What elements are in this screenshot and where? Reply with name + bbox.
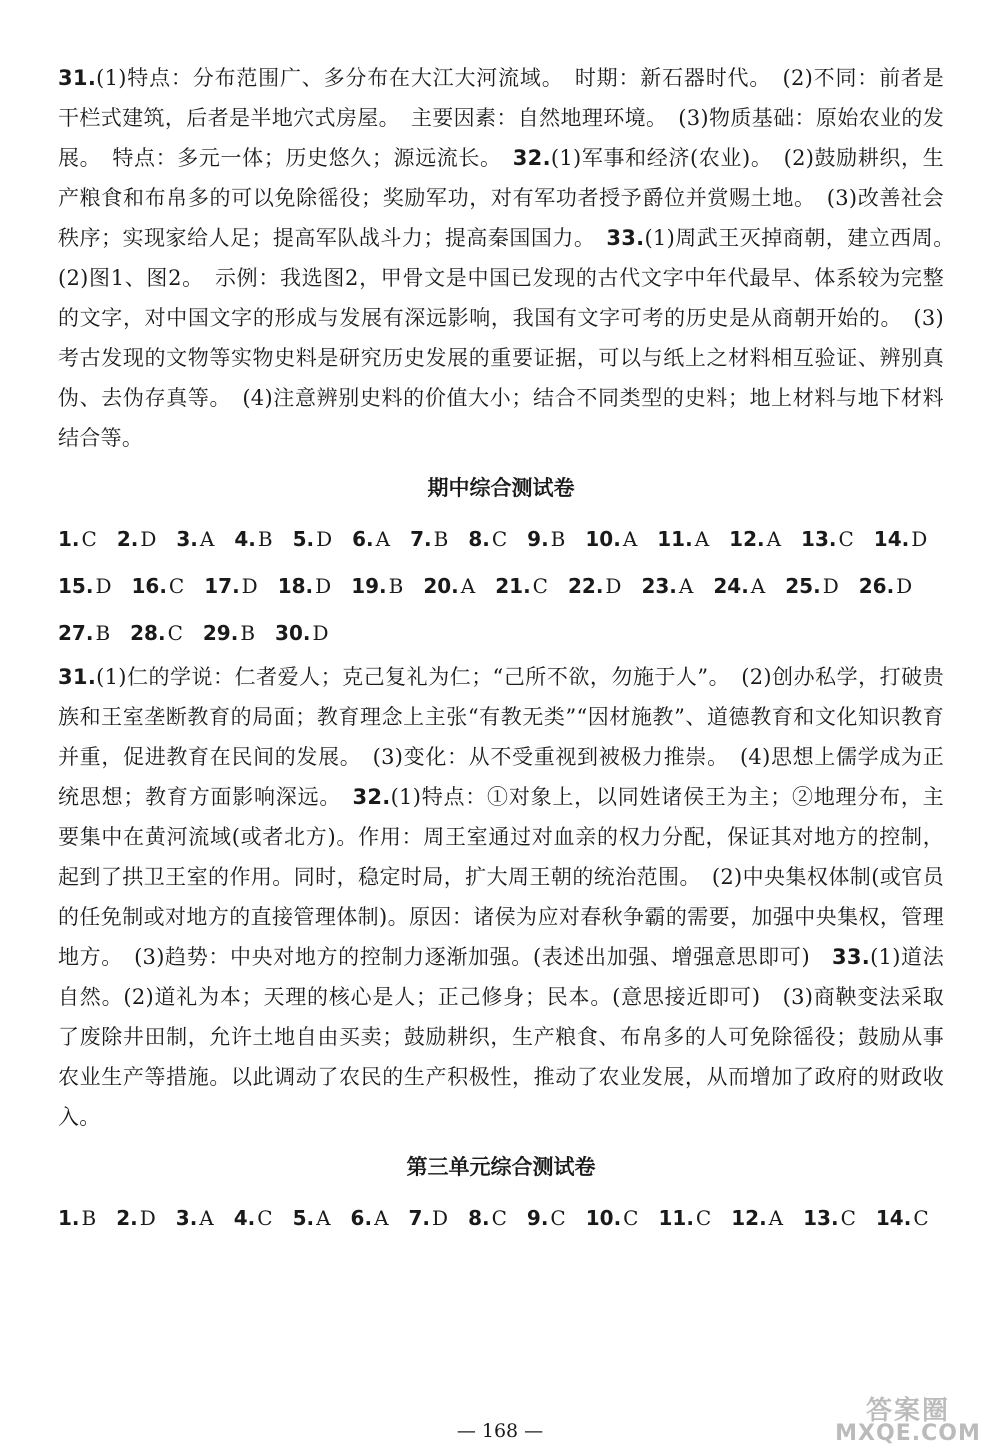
choice-answer — [351, 1195, 389, 1242]
choice-answer-list — [58, 516, 944, 657]
watermark-logo — [824, 1390, 992, 1448]
section-heading: 第三单元综合测试卷 — [406, 1155, 596, 1179]
choice-answer — [731, 1195, 783, 1242]
choice-letter: C — [695, 1206, 712, 1230]
choice-letter: D — [896, 574, 913, 598]
choice-number: 24. — [713, 574, 749, 598]
choice-answer — [410, 516, 448, 563]
choice-number: 14. — [875, 1206, 912, 1230]
choice-answer — [641, 563, 693, 610]
choice-number: 4. — [234, 527, 256, 551]
choice-number: 16. — [131, 574, 167, 598]
choice-number: 9. — [526, 1206, 549, 1230]
choice-number: 10. — [585, 1206, 622, 1230]
choice-number: 6. — [350, 1206, 373, 1230]
choice-letter: D — [312, 621, 329, 645]
choice-answer — [116, 1195, 156, 1242]
choice-number: 11. — [658, 1206, 694, 1230]
choice-number: 14. — [873, 527, 910, 551]
choice-number: 1. — [58, 1206, 80, 1230]
choice-letter: A — [678, 574, 694, 598]
choice-letter: C — [532, 574, 548, 598]
choice-number: 17. — [204, 574, 240, 598]
choice-number: 19. — [351, 574, 387, 598]
choice-number: 7. — [408, 1206, 431, 1230]
choice-letter: D — [432, 1206, 449, 1230]
choice-number: 30. — [275, 621, 311, 645]
choice-letter: C — [491, 1206, 507, 1230]
choice-answer — [351, 563, 403, 610]
choice-number: 3. — [176, 527, 198, 551]
choice-number: 8. — [468, 1206, 490, 1230]
choice-answer — [423, 563, 475, 610]
choice-number: 22. — [567, 574, 604, 598]
choice-answer — [803, 1195, 856, 1242]
choice-letter: C — [840, 1206, 856, 1230]
choice-number: 12. — [731, 1206, 767, 1230]
answer-text: (1)特点：分布范围广、多分布在大江大河流域。 时期：新石器时代。 (2)不同：前者是干栏式建筑，后者是半地穴式房屋。 主要因素：自然地理环境。 (3)物质基础：原始农业的发展。 特点：多元一体；历史悠久；源远流长。 — [58, 66, 944, 170]
choice-answer — [586, 1195, 639, 1242]
choice-number: 9. — [527, 527, 549, 551]
choice-letter: B — [240, 621, 256, 645]
choice-answer — [785, 563, 838, 610]
choice-number: 13. — [801, 527, 837, 551]
section-heading: 期中综合测试卷 — [427, 476, 575, 500]
choice-number: 4. — [233, 1206, 256, 1230]
watermark-bottom-text: MXQE.COM — [835, 1421, 981, 1446]
choice-answer — [204, 563, 257, 610]
choice-answer — [176, 516, 214, 563]
choice-answer — [278, 563, 331, 610]
choice-letter: C — [838, 527, 854, 551]
question-number: 32. — [352, 785, 391, 809]
choice-number: 6. — [352, 527, 374, 551]
choice-answer — [58, 1195, 96, 1242]
answer-text: (1)仁的学说：仁者爱人；克己复礼为仁；“己所不欲，勿施于人”。 (2)创办私学，打破贵族和王室垄断教育的局面；教育理念上主张“有教无类”“因材施教”、道德教育和文化知识教育并重，促进教育在民间的发展。 (3)变化：从不受重视到被极力推崇。 (4)思想上儒学成为正统思想；教育方面影响深远。 — [58, 665, 944, 809]
choice-answer — [657, 516, 709, 563]
question-number: 33. — [606, 226, 645, 250]
choice-answer — [409, 1195, 449, 1242]
choice-number: 27. — [58, 621, 94, 645]
choice-number: 26. — [858, 574, 895, 598]
choice-letter: D — [95, 574, 112, 598]
choice-letter: C — [81, 527, 97, 551]
choice-letter: A — [622, 527, 638, 551]
choice-answer — [495, 563, 548, 610]
choice-letter: A — [199, 1206, 214, 1230]
choice-answer-list — [58, 1195, 944, 1242]
choice-answer — [203, 610, 255, 657]
choice-answer — [176, 1195, 214, 1242]
choice-letter: A — [750, 574, 766, 598]
choice-answer — [130, 610, 183, 657]
question-number: 31. — [58, 665, 97, 689]
choice-letter: C — [913, 1206, 929, 1230]
choice-letter: A — [375, 527, 391, 551]
question-number: 31. — [58, 66, 97, 90]
choice-number: 5. — [292, 1206, 315, 1230]
choice-answer — [293, 1195, 331, 1242]
page-number: — 168 — — [456, 1420, 544, 1442]
choice-letter: A — [316, 1206, 331, 1230]
choice-letter: A — [460, 574, 476, 598]
choice-answer — [658, 1195, 711, 1242]
page-content — [58, 58, 966, 1242]
choice-answer — [352, 516, 390, 563]
choice-number: 12. — [729, 527, 765, 551]
choice-letter: A — [694, 527, 710, 551]
answer-paragraph — [58, 657, 944, 1137]
choice-answer — [713, 563, 765, 610]
choice-number: 11. — [657, 527, 693, 551]
choice-letter: D — [139, 1206, 156, 1230]
choice-number: 1. — [58, 527, 80, 551]
choice-letter: C — [491, 527, 508, 551]
choice-number: 15. — [58, 574, 94, 598]
choice-letter: B — [95, 621, 111, 645]
choice-answer — [58, 610, 110, 657]
choice-letter: D — [911, 527, 928, 551]
answer-text: (1)军事和经济(农业)。 (2)鼓励耕织，生产粮食和布帛多的可以免除徭役；奖励军功，对有军功者授予爵位并赏赐土地。 (3)改善社会秩序；实现家给人足；提高军队战斗力；提高秦国国力。 — [58, 146, 944, 250]
choice-letter: B — [388, 574, 404, 598]
choice-number: 13. — [803, 1206, 839, 1230]
choice-number: 2. — [116, 1206, 138, 1230]
choice-number: 5. — [292, 527, 315, 551]
choice-answer — [527, 516, 565, 563]
choice-answer — [234, 516, 272, 563]
choice-letter: D — [316, 527, 333, 551]
choice-answer — [468, 516, 507, 563]
choice-letter: C — [167, 621, 183, 645]
choice-letter: C — [623, 1206, 639, 1230]
choice-answer — [58, 516, 97, 563]
answer-text: (1)周武王灭掉商朝，建立西周。 (2)图1、图2。 示例：我选图2，甲骨文是中国已发现的古代文字中年代最早、体系较为完整的文字，对中国文字的形成与发展有深远影响，我国有文字可考的历史是从商朝开始的。 (3)考古发现的文物等实物史料是研究历史发展的重要证据，可以与纸上之材料相互验证、辨别真伪、去伪存真等。 (4)注意辨别史料的价值大小；结合不同类型的史料；地上材料与地下材料结合等。 — [58, 226, 966, 450]
choice-answer — [876, 1195, 929, 1242]
choice-letter: B — [433, 527, 449, 551]
choice-number: 29. — [202, 621, 239, 645]
question-number: 32. — [512, 146, 551, 170]
choice-number: 18. — [277, 574, 314, 598]
choice-answer — [568, 563, 621, 610]
choice-number: 10. — [585, 527, 621, 551]
choice-answer — [131, 563, 184, 610]
choice-letter: D — [605, 574, 622, 598]
choice-answer — [801, 516, 854, 563]
choice-number: 25. — [785, 574, 821, 598]
choice-number: 3. — [175, 1206, 198, 1230]
choice-answer — [293, 516, 333, 563]
choice-letter: B — [81, 1206, 97, 1230]
choice-number: 20. — [423, 574, 459, 598]
choice-answer — [275, 610, 328, 657]
answer-paragraph — [58, 58, 966, 458]
choice-number: 8. — [468, 527, 490, 551]
choice-answer — [468, 1195, 507, 1242]
choice-letter: D — [315, 574, 332, 598]
choice-answer — [729, 516, 781, 563]
choice-letter: D — [241, 574, 258, 598]
choice-letter: B — [550, 527, 566, 551]
choice-answer — [117, 516, 157, 563]
choice-letter: C — [550, 1206, 566, 1230]
choice-number: 7. — [410, 527, 432, 551]
choice-letter: A — [199, 527, 215, 551]
watermark-top-text: 答案圈 — [865, 1396, 950, 1426]
choice-letter: A — [374, 1206, 389, 1230]
choice-number: 28. — [130, 621, 166, 645]
question-number: 33. — [831, 945, 871, 969]
choice-answer — [585, 516, 637, 563]
choice-letter: D — [140, 527, 157, 551]
choice-answer — [58, 563, 111, 610]
choice-number: 2. — [116, 527, 139, 551]
choice-letter: D — [822, 574, 839, 598]
choice-answer — [527, 1195, 566, 1242]
choice-answer — [859, 563, 912, 610]
choice-number: 23. — [641, 574, 677, 598]
choice-letter: C — [257, 1206, 273, 1230]
choice-letter: A — [766, 527, 782, 551]
answer-text: (1)特点：①对象上，以同姓诸侯王为主；②地理分布，主要集中在黄河流域(或者北方)。作用：周王室通过对血亲的权力分配，保证其对地方的控制，起到了拱卫王室的作用。同时，稳定时局，扩大周王朝的统治范围。 (2)中央集权体制(或官员的任免制或对地方的直接管理体制)。原因：诸侯为应对春秋争霸的需要，加强中央集权，管理地方。 (3)趋势：中央对地方的控制力逐渐加强。(表述出加强、增强意思即可) — [58, 785, 944, 969]
choice-letter: B — [257, 527, 273, 551]
choice-number: 21. — [495, 574, 531, 598]
choice-answer — [874, 516, 927, 563]
choice-letter: C — [168, 574, 185, 598]
choice-letter: A — [768, 1206, 784, 1230]
choice-answer — [234, 1195, 273, 1242]
answer-text: (1)道法自然。(2)道礼为本；天理的核心是人；正己修身；民本。(意思接近即可) (3)商鞅变法采取了废除井田制，允许土地自由买卖；鼓励耕织，生产粮食、布帛多的人可免除徭役；鼓励从事农业生产等措施。以此调动了农民的生产积极性，推动了农业发展，从而增加了政府的财政收入。 — [58, 945, 944, 1129]
